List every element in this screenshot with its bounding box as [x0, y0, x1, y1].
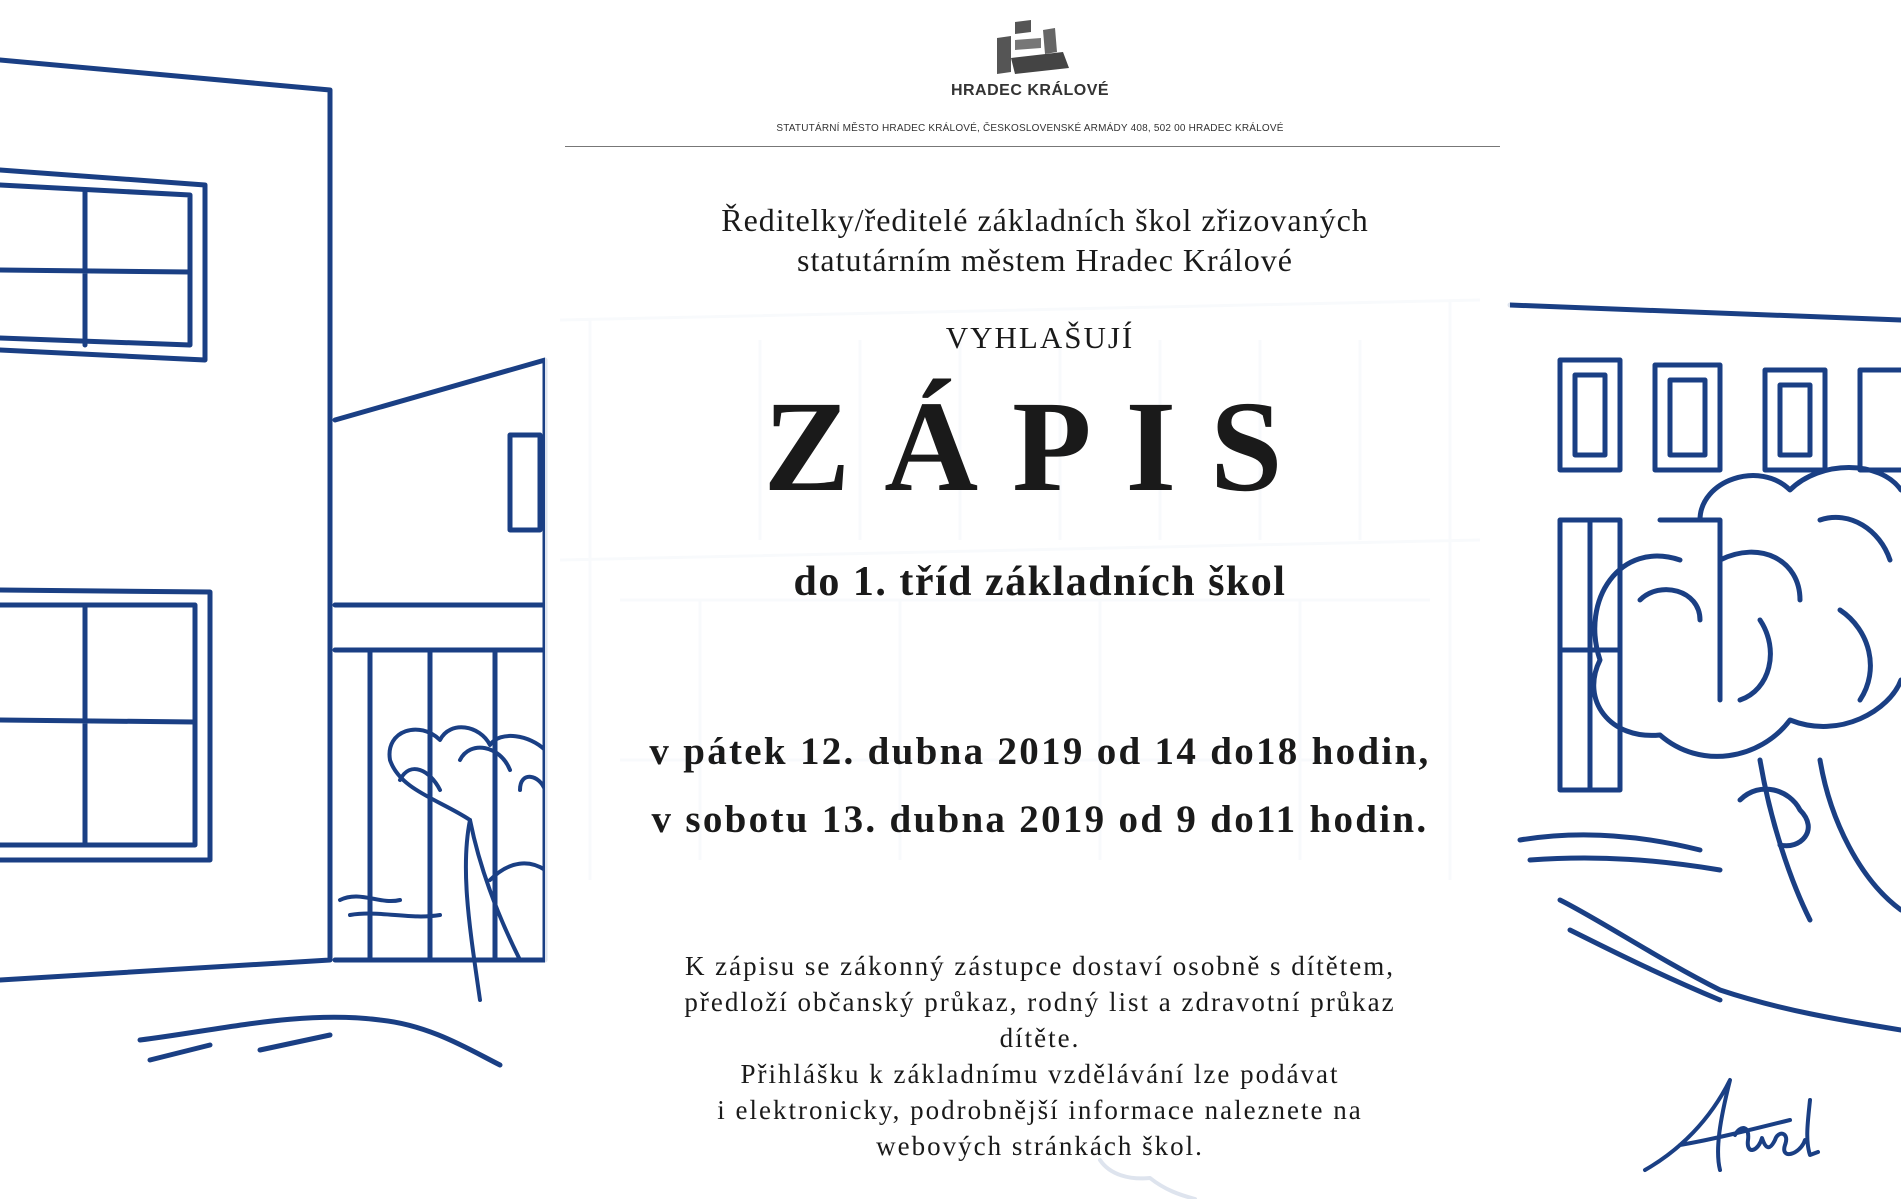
note-line: i elektronicky, podrobnější informace naleznete na	[717, 1095, 1363, 1125]
issuer-text	[600, 200, 1490, 280]
date-line-2: v sobotu 13. dubna 2019 od 9 do11 hodin.	[651, 798, 1429, 841]
date-line-1: v pátek 12. dubna 2019 od 14 do18 hodin,	[649, 730, 1431, 773]
dates-block	[560, 718, 1520, 854]
header-divider	[565, 146, 1500, 147]
brand-name: HRADEC KRÁLOVÉ	[950, 82, 1110, 99]
note-line: předloží občanský průkaz, rodný list a zdravotní průkaz	[684, 987, 1396, 1017]
right-tree	[1520, 468, 1901, 1031]
hradec-kralove-logo-icon	[985, 18, 1075, 80]
note-line: K zápisu se zákonný zástupce dostaví osobně s dítětem,	[684, 951, 1396, 981]
right-building	[1510, 305, 1901, 790]
page-title: ZÁPIS	[763, 375, 1317, 519]
announce-heading: VYHLAŠUJÍ	[945, 320, 1135, 355]
note-line: dítěte.	[999, 1023, 1081, 1053]
header-address: STATUTÁRNÍ MĚSTO HRADEC KRÁLOVÉ, ČESKOSLOVENSKÉ ARMÁDY 408, 502 00 HRADEC KRÁLOVÉ	[776, 123, 1284, 134]
note-line: Přihlášku k základnímu vzdělávání lze podávat	[740, 1059, 1340, 1089]
issuer-line-1: Ředitelky/ředitelé základních škol zřizovaných	[721, 202, 1369, 238]
artist-signature	[1640, 1060, 1830, 1180]
note-line: webových stránkách škol.	[876, 1131, 1204, 1161]
notes-block	[600, 948, 1480, 1164]
left-building	[0, 60, 545, 1065]
subtitle: do 1. tříd základních škol	[793, 559, 1287, 605]
issuer-line-2: statutárním městem Hradec Králové	[797, 242, 1293, 278]
